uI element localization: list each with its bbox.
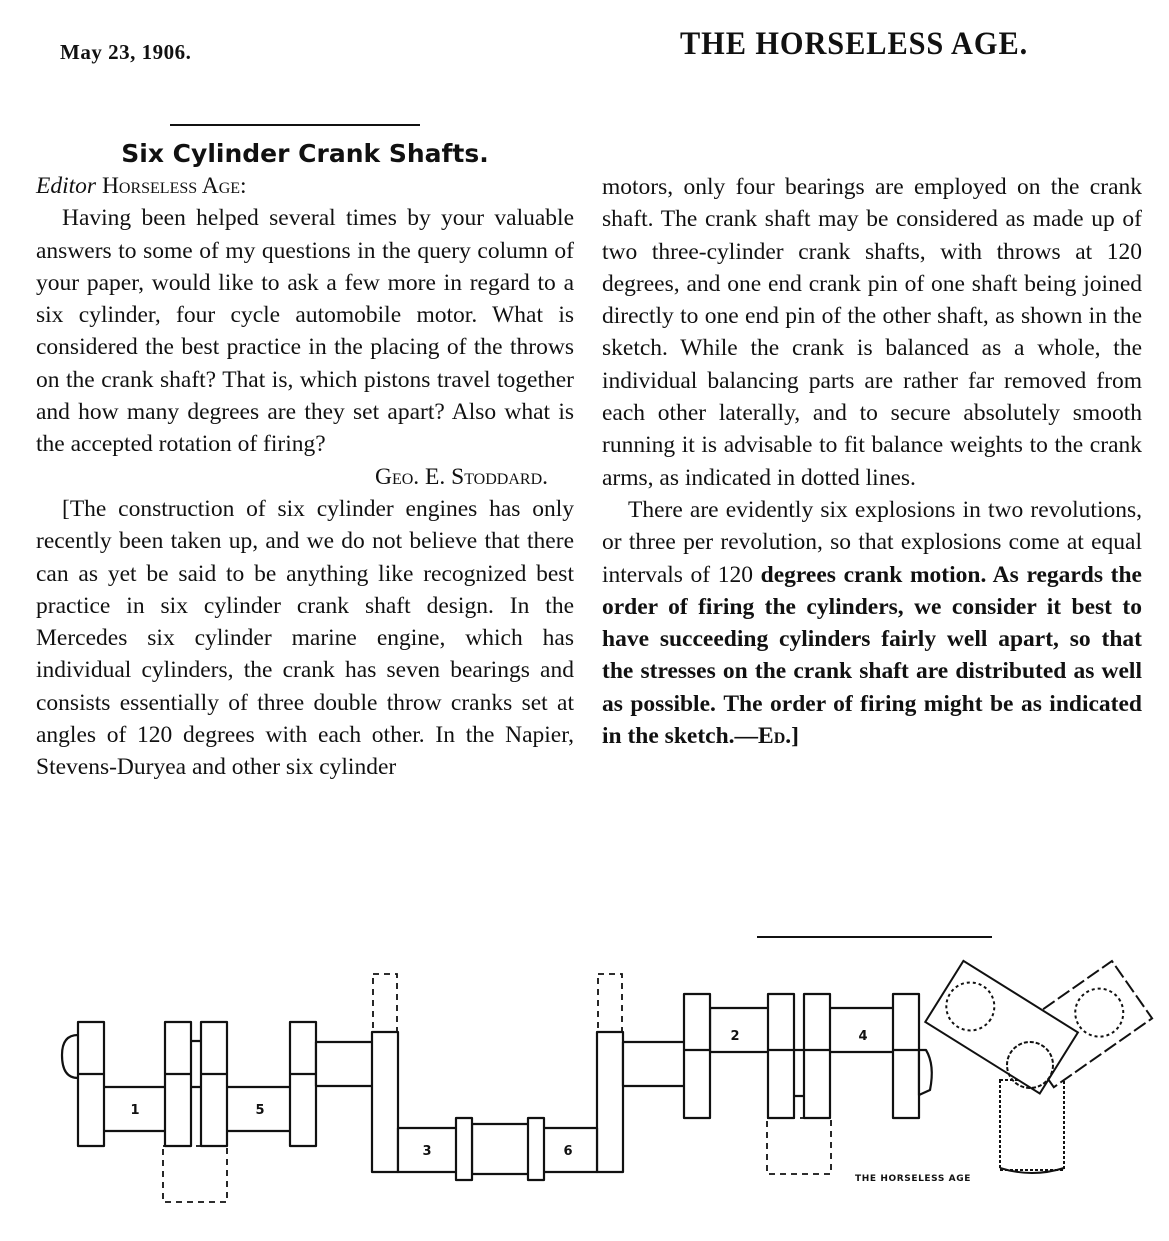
shaft-end-right [919, 1050, 932, 1095]
crank-label-2: 5 [255, 1103, 265, 1118]
title-rule [170, 124, 420, 126]
reply-paragraph-2 [602, 494, 1142, 752]
end-rule [757, 936, 992, 938]
journal-collar [528, 1118, 544, 1180]
reply-closing-text: The order of firing might be as indicated in the sketch.— [602, 690, 1143, 750]
balance-weight-outline [373, 974, 397, 1032]
crankshaft-diagram [0, 950, 1169, 1241]
left-column [36, 138, 574, 784]
crank-label-4: 6 [563, 1144, 573, 1159]
figure-credit: THE HORSELESS AGE [855, 1174, 971, 1184]
journal-collar [456, 1118, 472, 1180]
balance-weight-outline [163, 1146, 227, 1202]
crank-web [804, 994, 830, 1118]
crank-web [768, 994, 794, 1118]
article-title: Six Cylinder Crank Shafts. [121, 139, 489, 168]
crank-web [201, 1022, 227, 1146]
editor-mark: Ed.] [758, 723, 799, 750]
crank-pin-2 [710, 1008, 770, 1052]
crankshaft-drawing [62, 994, 932, 1180]
balance-weight-outline [598, 974, 622, 1032]
crank-web [893, 994, 919, 1118]
crank-web [684, 994, 710, 1118]
masthead: THE HORSELESS AGE. [680, 26, 1029, 62]
main-journal-right [623, 1042, 685, 1086]
crank-label-6: 4 [858, 1029, 868, 1044]
salutation-publication: Horseless Age: [101, 173, 247, 199]
crank-web [78, 1022, 104, 1146]
reply-plain-text: There are evidently six explosions in two revolutions, or three per revolution, so that explosions come at equal intervals of 120 [602, 496, 1142, 588]
crank-web [290, 1022, 316, 1146]
crank-web-main [597, 1032, 623, 1172]
letter-signature: Geo. E. Stoddard. [374, 463, 548, 490]
end-view-lower-arm [1000, 1080, 1064, 1170]
crank-web [165, 1022, 191, 1146]
reply-paragraph-1-continued: motors, only four bearings are employed on the crank shaft. The crank shaft may be considered as made up of two three-cylinder crank shafts, with throws at 120 degrees, and one end crank pin of one shaft being joined directly to one end pin of the other shaft, as shown in the sketch. While the crank is balanced as a whole, the individual balancing parts are rather far removed from each other laterally, and to secure absolutely smooth running it is advisable to fit balance weights to the crank arms, as indicated in dotted lines. [602, 174, 1142, 491]
end-view [925, 961, 1152, 1173]
crank-label-3: 3 [422, 1144, 432, 1159]
letter-paragraph: Having been helped several times by your valuable answers to some of my questions in the query column of your paper, would like to ask a few more in regard to a six cylinder, four cycle automobile motor. What is considered the best practice in the placing of the throws on the crank shaft? That is, which pistons travel together and how many degrees are they set apart? Also what is the accepted rotation of firing? [36, 205, 574, 458]
right-column [602, 171, 1142, 752]
crank-label-1: 1 [130, 1103, 140, 1118]
reply-bold-text: degrees crank motion. As regards the order of firing the cylinders, we consider it best to have succeeding cylinders fairly well apart, so that the stresses on the crank shaft are distributed as well as possible. [602, 561, 1142, 717]
balance-weight-outline [767, 1118, 831, 1174]
salutation-editor: Editor [36, 173, 97, 199]
center-journal [472, 1124, 530, 1174]
main-journal-left [316, 1042, 374, 1086]
dateline: May 23, 1906. [60, 40, 192, 64]
crank-web-main [372, 1032, 398, 1172]
salutation [36, 170, 574, 202]
reply-paragraph-1: [The construction of six cylinder engines has only recently been taken up, and we do not believe that there can as yet be said to be anything like recognized best practice in six cylinder crank shaft design. In the Mercedes six cylinder marine engine, which has individual cylinders, the crank has seven bearings and consists essentially of three double throw cranks set at angles of 120 degrees with each other. In the Napier, Stevens-Duryea and other six cylinder [36, 495, 574, 781]
crank-label-5: 2 [730, 1029, 740, 1044]
